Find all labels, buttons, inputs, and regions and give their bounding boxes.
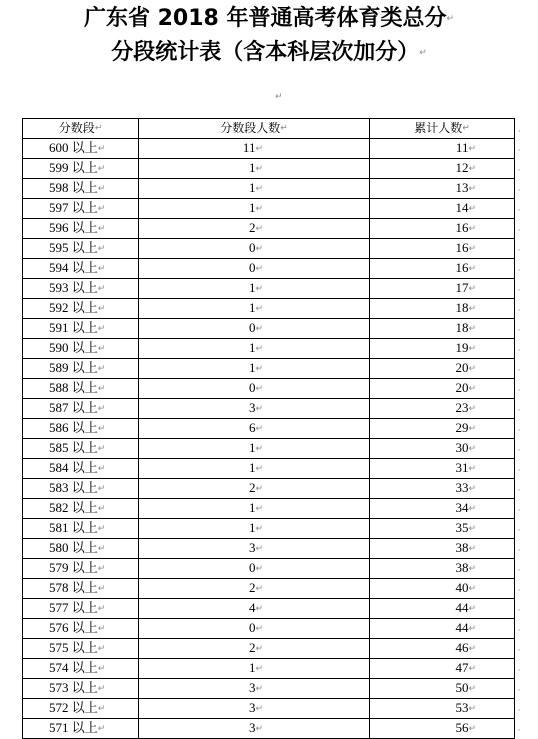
cell-score-range: 573 以上↵	[23, 678, 139, 698]
row-end-mark-icon: ¸	[517, 602, 521, 612]
cell-mark-icon: ↵	[468, 383, 476, 394]
cell-mark-icon: ↵	[255, 143, 263, 154]
cell-mark-icon: ↵	[97, 363, 106, 374]
cell-mark-icon: ↵	[468, 563, 476, 574]
cell-mark-icon: ↵	[255, 223, 263, 234]
row-end-mark-icon: ¸	[517, 362, 521, 372]
cell-mark-icon: ↵	[97, 403, 106, 414]
paragraph-mark-icon: ↵	[446, 14, 455, 24]
table-row	[23, 158, 515, 178]
cell-mark-icon: ↵	[255, 363, 263, 374]
cell-cumulative-count: 14↵	[370, 198, 515, 218]
cell-mark-icon: ↵	[468, 723, 476, 734]
cell-mark-icon: ↵	[255, 423, 263, 434]
cell-score-range: 595 以上↵	[23, 238, 139, 258]
cell-score-range: 585 以上↵	[23, 438, 139, 458]
cell-cumulative-count: 47↵	[370, 658, 515, 678]
cell-cumulative-count: 38↵	[370, 538, 515, 558]
cell-cumulative-count: 56↵	[370, 718, 515, 738]
cell-score-range: 598 以上↵	[23, 178, 139, 198]
cell-mark-icon: ↵	[97, 223, 106, 234]
cell-score-range: 589 以上↵	[23, 358, 139, 378]
table-row	[23, 258, 515, 278]
table-row	[23, 478, 515, 498]
paragraph-mark-icon: ↵	[419, 48, 427, 58]
cell-cumulative-count: 50↵	[370, 678, 515, 698]
row-end-mark-icon: ¸	[517, 562, 521, 572]
cell-segment-count: 0↵	[139, 318, 370, 338]
cell-score-range: 591 以上↵	[23, 318, 139, 338]
cell-score-range: 590 以上↵	[23, 338, 139, 358]
cell-score-range: 599 以上↵	[23, 158, 139, 178]
cell-mark-icon: ↵	[97, 423, 106, 434]
table-row	[23, 218, 515, 238]
cell-mark-icon: ↵	[97, 563, 106, 574]
document-title-line-2: 分段统计表（含本科层次加分）↵	[111, 40, 427, 65]
cell-cumulative-count: 16↵	[370, 238, 515, 258]
cell-mark-icon: ↵	[97, 523, 106, 534]
cell-score-range: 600 以上↵	[23, 138, 139, 158]
cell-segment-count: 6↵	[139, 418, 370, 438]
cell-mark-icon: ↵	[97, 183, 106, 194]
cell-segment-count: 1↵	[139, 158, 370, 178]
cell-mark-icon: ↵	[468, 523, 476, 534]
cell-mark-icon: ↵	[255, 563, 263, 574]
cell-mark-icon: ↵	[255, 163, 263, 174]
header-cumulative-count: 累计人数↵	[370, 119, 515, 139]
row-end-mark-icon: ¸	[517, 142, 521, 151]
cell-mark-icon: ↵	[468, 503, 476, 514]
cell-cumulative-count: 20↵	[370, 378, 515, 398]
cell-segment-count: 0↵	[139, 618, 370, 638]
cell-mark-icon: ↵	[468, 663, 476, 674]
cell-mark-icon: ↵	[468, 163, 476, 174]
cell-mark-icon: ↵	[97, 143, 106, 154]
cell-mark-icon: ↵	[97, 483, 106, 494]
cell-cumulative-count: 34↵	[370, 498, 515, 518]
table-row	[23, 578, 515, 598]
cell-segment-count: 1↵	[139, 498, 370, 518]
row-end-mark-icon: ¸	[517, 422, 521, 432]
cell-score-range: 594 以上↵	[23, 258, 139, 278]
cell-cumulative-count: 13↵	[370, 178, 515, 198]
cell-cumulative-count: 18↵	[370, 318, 515, 338]
table-row	[23, 138, 515, 158]
cell-mark-icon: ↵	[255, 283, 263, 294]
cell-cumulative-count: 33↵	[370, 478, 515, 498]
cell-cumulative-count: 19↵	[370, 338, 515, 358]
cell-cumulative-count: 46↵	[370, 638, 515, 658]
table-row	[23, 638, 515, 658]
row-end-mark-icon: ¸	[517, 342, 521, 352]
cell-mark-icon: ↵	[255, 203, 263, 214]
cell-cumulative-count: 16↵	[370, 218, 515, 238]
cell-mark-icon: ↵	[97, 263, 106, 274]
table-row	[23, 418, 515, 438]
row-end-mark-icon: ¸	[517, 722, 521, 732]
cell-mark-icon: ↵	[255, 303, 263, 314]
row-end-mark-icon: ¸	[517, 642, 521, 652]
cell-mark-icon: ↵	[97, 623, 106, 634]
cell-mark-icon: ↵	[468, 403, 476, 414]
cell-mark-icon: ↵	[97, 503, 106, 514]
cell-mark-icon: ↵	[468, 143, 476, 154]
cell-mark-icon: ↵	[97, 463, 106, 474]
row-end-mark-icon: ¸	[517, 622, 521, 632]
cell-mark-icon: ↵	[97, 723, 106, 734]
cell-segment-count: 4↵	[139, 598, 370, 618]
cell-mark-icon: ↵	[255, 443, 263, 454]
row-end-mark-icon: ¸	[517, 542, 521, 552]
cell-segment-count: 0↵	[139, 258, 370, 278]
cell-mark-icon: ↵	[97, 303, 106, 314]
cell-cumulative-count: 18↵	[370, 298, 515, 318]
cell-mark-icon: ↵	[255, 543, 263, 554]
cell-mark-icon: ↵	[97, 383, 106, 394]
table-row	[23, 438, 515, 458]
cell-segment-count: 1↵	[139, 198, 370, 218]
cell-mark-icon: ↵	[94, 123, 103, 134]
cell-cumulative-count: 17↵	[370, 278, 515, 298]
cell-segment-count: 3↵	[139, 398, 370, 418]
row-end-mark-icon: ¸	[517, 502, 521, 512]
cell-cumulative-count: 31↵	[370, 458, 515, 478]
cell-score-range: 596 以上↵	[23, 218, 139, 238]
cell-cumulative-count: 44↵	[370, 598, 515, 618]
cell-cumulative-count: 29↵	[370, 418, 515, 438]
row-end-mark-icon: ¸	[517, 402, 521, 412]
cell-cumulative-count: 23↵	[370, 398, 515, 418]
cell-mark-icon: ↵	[255, 383, 263, 394]
row-end-mark-icon: ¸	[517, 182, 521, 192]
row-end-mark-icon: ¸	[517, 442, 521, 452]
row-end-mark-icon: ¸	[517, 242, 521, 252]
cell-mark-icon: ↵	[468, 683, 476, 694]
cell-mark-icon: ↵	[97, 683, 106, 694]
cell-mark-icon: ↵	[468, 263, 476, 274]
cell-score-range: 588 以上↵	[23, 378, 139, 398]
cell-mark-icon: ↵	[97, 343, 106, 354]
cell-mark-icon: ↵	[468, 443, 476, 454]
cell-segment-count: 1↵	[139, 278, 370, 298]
cell-mark-icon: ↵	[255, 243, 263, 254]
cell-score-range: 584 以上↵	[23, 458, 139, 478]
cell-segment-count: 2↵	[139, 218, 370, 238]
cell-mark-icon: ↵	[468, 303, 476, 314]
cell-mark-icon: ↵	[468, 183, 476, 194]
cell-mark-icon: ↵	[255, 663, 263, 674]
cell-mark-icon: ↵	[462, 123, 470, 134]
cell-cumulative-count: 40↵	[370, 578, 515, 598]
cell-mark-icon: ↵	[468, 323, 476, 334]
row-end-mark-icon: ¸	[517, 162, 521, 172]
cell-score-range: 582 以上↵	[23, 498, 139, 518]
cell-cumulative-count: 16↵	[370, 258, 515, 278]
row-end-mark-icon: ¸	[517, 662, 521, 672]
cell-mark-icon: ↵	[255, 583, 263, 594]
table-row	[23, 598, 515, 618]
cell-segment-count: 0↵	[139, 238, 370, 258]
row-end-mark-icon: ¸	[517, 462, 521, 472]
table-row	[23, 678, 515, 698]
cell-mark-icon: ↵	[97, 583, 106, 594]
table-row	[23, 298, 515, 318]
header-segment-count: 分数段人数↵	[139, 119, 370, 139]
cell-mark-icon: ↵	[97, 603, 106, 614]
cell-score-range: 579 以上↵	[23, 558, 139, 578]
cell-segment-count: 0↵	[139, 558, 370, 578]
table-row	[23, 618, 515, 638]
table-row	[23, 498, 515, 518]
table-header-row	[23, 119, 515, 139]
cell-mark-icon: ↵	[97, 663, 106, 674]
table-row	[23, 698, 515, 718]
cell-score-range: 571 以上↵	[23, 718, 139, 738]
cell-segment-count: 11↵	[139, 138, 370, 158]
table-row	[23, 378, 515, 398]
cell-mark-icon: ↵	[255, 603, 263, 614]
table-row	[23, 358, 515, 378]
cell-mark-icon: ↵	[255, 523, 263, 534]
cell-mark-icon: ↵	[468, 363, 476, 374]
cell-mark-icon: ↵	[468, 583, 476, 594]
cell-mark-icon: ↵	[97, 543, 106, 554]
row-end-mark-icon: ¸	[517, 382, 521, 392]
table-row	[23, 538, 515, 558]
cell-mark-icon: ↵	[255, 403, 263, 414]
row-end-mark-icon: ¸	[517, 522, 521, 532]
cell-mark-icon: ↵	[280, 123, 288, 134]
cell-mark-icon: ↵	[255, 263, 263, 274]
cell-segment-count: 1↵	[139, 438, 370, 458]
cell-mark-icon: ↵	[97, 643, 106, 654]
cell-mark-icon: ↵	[468, 463, 476, 474]
row-end-mark-icon: ¸	[517, 222, 521, 232]
cell-mark-icon: ↵	[468, 643, 476, 654]
cell-mark-icon: ↵	[468, 423, 476, 434]
cell-segment-count: 1↵	[139, 358, 370, 378]
cell-mark-icon: ↵	[468, 283, 476, 294]
cell-score-range: 592 以上↵	[23, 298, 139, 318]
cell-mark-icon: ↵	[255, 343, 263, 354]
row-end-mark-icon: ¸	[517, 482, 521, 492]
cell-mark-icon: ↵	[468, 543, 476, 554]
cell-score-range: 580 以上↵	[23, 538, 139, 558]
cell-mark-icon: ↵	[97, 243, 106, 254]
row-end-mark-icon: ¸	[517, 682, 521, 692]
cell-score-range: 572 以上↵	[23, 698, 139, 718]
cell-segment-count: 1↵	[139, 458, 370, 478]
cell-cumulative-count: 53↵	[370, 698, 515, 718]
cell-mark-icon: ↵	[468, 203, 476, 214]
cell-mark-icon: ↵	[255, 703, 263, 714]
cell-segment-count: 3↵	[139, 698, 370, 718]
cell-mark-icon: ↵	[97, 163, 106, 174]
row-end-mark-icon: ¸	[517, 322, 521, 332]
cell-segment-count: 3↵	[139, 678, 370, 698]
document-title-line-1: 广东省 2018 年普通高考体育类总分↵	[83, 6, 455, 31]
row-end-mark-icon: ¸	[517, 302, 521, 312]
cell-mark-icon: ↵	[255, 623, 263, 634]
cell-mark-icon: ↵	[255, 483, 263, 494]
cell-score-range: 574 以上↵	[23, 658, 139, 678]
cell-cumulative-count: 12↵	[370, 158, 515, 178]
cell-cumulative-count: 44↵	[370, 618, 515, 638]
cell-mark-icon: ↵	[97, 203, 106, 214]
row-end-mark-icon: ¸	[517, 282, 521, 292]
table-row	[23, 178, 515, 198]
cell-score-range: 577 以上↵	[23, 598, 139, 618]
cell-cumulative-count: 20↵	[370, 358, 515, 378]
table-row	[23, 458, 515, 478]
table-row	[23, 238, 515, 258]
cell-segment-count: 1↵	[139, 658, 370, 678]
cell-segment-count: 1↵	[139, 178, 370, 198]
cell-mark-icon: ↵	[255, 643, 263, 654]
cell-mark-icon: ↵	[468, 703, 476, 714]
table-row	[23, 558, 515, 578]
row-end-mark-icon: ¸	[517, 582, 521, 592]
cell-score-range: 575 以上↵	[23, 638, 139, 658]
table-row	[23, 718, 515, 738]
cell-cumulative-count: 11↵	[370, 138, 515, 158]
cell-score-range: 576 以上↵	[23, 618, 139, 638]
paragraph-mark-icon: ↵	[275, 92, 283, 102]
cell-segment-count: 1↵	[139, 338, 370, 358]
score-distribution-table	[22, 118, 515, 739]
cell-mark-icon: ↵	[255, 503, 263, 514]
cell-mark-icon: ↵	[468, 223, 476, 234]
cell-mark-icon: ↵	[97, 443, 106, 454]
table-row	[23, 318, 515, 338]
table-row	[23, 658, 515, 678]
cell-segment-count: 2↵	[139, 478, 370, 498]
cell-segment-count: 1↵	[139, 298, 370, 318]
cell-cumulative-count: 38↵	[370, 558, 515, 578]
table-row	[23, 398, 515, 418]
cell-mark-icon: ↵	[97, 283, 106, 294]
row-end-mark-icon: ¸	[517, 122, 521, 132]
cell-segment-count: 2↵	[139, 578, 370, 598]
row-end-mark-icon: ¸	[517, 202, 521, 212]
table-row	[23, 198, 515, 218]
cell-mark-icon: ↵	[255, 183, 263, 194]
cell-mark-icon: ↵	[468, 603, 476, 614]
cell-score-range: 597 以上↵	[23, 198, 139, 218]
cell-score-range: 587 以上↵	[23, 398, 139, 418]
cell-mark-icon: ↵	[255, 723, 263, 734]
cell-mark-icon: ↵	[255, 323, 263, 334]
cell-score-range: 593 以上↵	[23, 278, 139, 298]
cell-score-range: 581 以上↵	[23, 518, 139, 538]
cell-cumulative-count: 30↵	[370, 438, 515, 458]
cell-mark-icon: ↵	[255, 463, 263, 474]
cell-segment-count: 0↵	[139, 378, 370, 398]
cell-mark-icon: ↵	[468, 483, 476, 494]
cell-segment-count: 2↵	[139, 638, 370, 658]
row-end-mark-icon: ¸	[517, 702, 521, 712]
cell-score-range: 583 以上↵	[23, 478, 139, 498]
cell-mark-icon: ↵	[97, 703, 106, 714]
cell-cumulative-count: 35↵	[370, 518, 515, 538]
cell-score-range: 578 以上↵	[23, 578, 139, 598]
table-row	[23, 518, 515, 538]
cell-mark-icon: ↵	[468, 243, 476, 254]
cell-segment-count: 3↵	[139, 718, 370, 738]
cell-mark-icon: ↵	[468, 623, 476, 634]
table-row	[23, 278, 515, 298]
cell-segment-count: 1↵	[139, 518, 370, 538]
cell-segment-count: 3↵	[139, 538, 370, 558]
row-end-mark-icon: ¸	[517, 262, 521, 272]
header-score-range: 分数段↵	[23, 119, 139, 139]
cell-mark-icon: ↵	[97, 323, 106, 334]
table-row	[23, 338, 515, 358]
cell-mark-icon: ↵	[468, 343, 476, 354]
cell-mark-icon: ↵	[255, 683, 263, 694]
cell-score-range: 586 以上↵	[23, 418, 139, 438]
